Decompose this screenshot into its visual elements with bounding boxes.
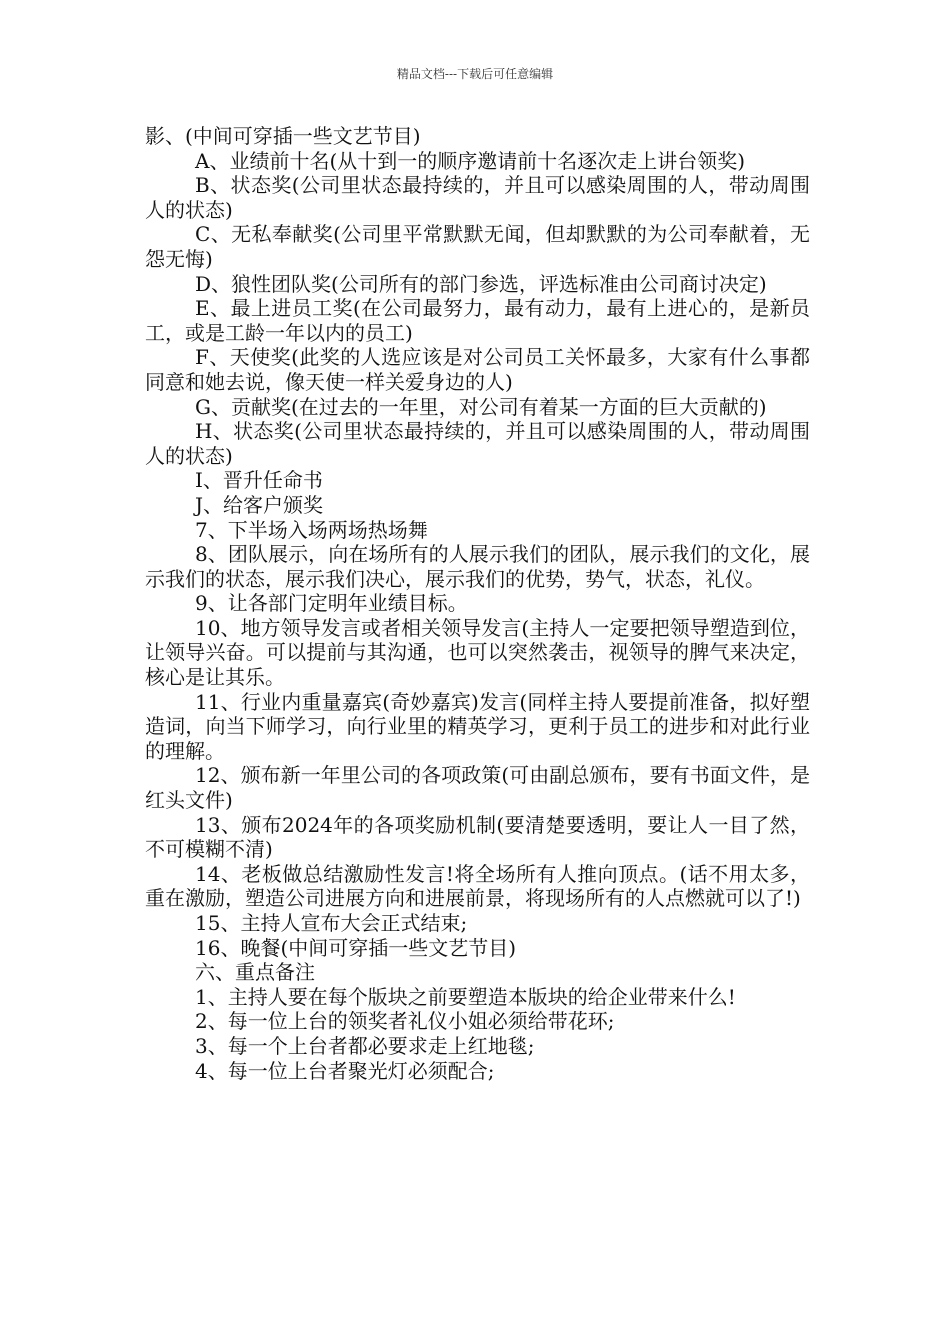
paragraph: 2、每一位上台的领奖者礼仪小姐必须给带花环; — [195, 1009, 615, 1034]
paragraph: H、状态奖(公司里状态最持续的，并且可以感染周围的人，带动周围人的状态) — [145, 419, 810, 468]
paragraph: 4、每一位上台者聚光灯必须配合; — [195, 1058, 495, 1083]
paragraph: 8、团队展示，向在场所有的人展示我们的团队，展示我们的文化，展示我们的状态，展示我们决心，展示我们的优势，势气，状态，礼仪。 — [145, 542, 810, 591]
paragraph: 14、老板做总结激励性发言!将全场所有人推向顶点。(话不用太多，重在激励，塑造公司进展方向和进展前景，将现场所有的人点燃就可以了!) — [145, 861, 810, 911]
paragraph: 16、晚餐(中间可穿插一些文艺节目) — [195, 935, 517, 960]
section-heading: 六、重点备注 — [195, 960, 315, 985]
paragraph: 1、主持人要在每个版块之前要塑造本版块的给企业带来什么! — [195, 984, 736, 1009]
paragraph: 7、下半场入场两场热场舞 — [195, 517, 428, 542]
paragraph: 11、行业内重量嘉宾(奇妙嘉宾)发言(同样主持人要提前准备，拟好塑造词，向当下师学习，向行业里的精英学习，更利于员工的进步和对此行业的理解。 — [145, 689, 810, 763]
paragraph: I、晋升任命书 — [195, 468, 323, 493]
paragraph: F、天使奖(此奖的人选应该是对公司员工关怀最多，大家有什么事都同意和她去说，像天使一样关爱身边的人) — [145, 345, 810, 394]
paragraph: A、业绩前十名(从十到一的顺序邀请前十名逐次走上讲台领奖) — [195, 148, 746, 173]
document-body — [145, 124, 810, 1083]
paragraph: B、状态奖(公司里状态最持续的，并且可以感染周围的人，带动周围人的状态) — [145, 173, 810, 222]
paragraph: 9、让各部门定明年业绩目标。 — [195, 591, 468, 616]
paragraph: 10、地方领导发言或者相关领导发言(主持人一定要把领导塑造到位，让领导兴奋。可以提前与其沟通，也可以突然袭击，视领导的脾气来决定，核心是让其乐。 — [145, 615, 810, 690]
paragraph: 12、颁布新一年里公司的各项政策(可由副总颁布，要有书面文件，是红头文件) — [145, 763, 810, 813]
page-header: 精品文档---下载后可任意编辑 — [396, 67, 554, 81]
paragraph: G、贡献奖(在过去的一年里，对公司有着某一方面的巨大贡献的) — [195, 394, 767, 419]
paragraph: E、最上进员工奖(在公司最努力，最有动力，最有上进心的，是新员工，或是工龄一年以内的员工) — [145, 296, 810, 345]
paragraph: J、给客户颁奖 — [195, 492, 324, 517]
paragraph: 3、每一个上台者都必要求走上红地毯; — [195, 1033, 535, 1058]
paragraph: D、狼性团队奖(公司所有的部门参选，评选标准由公司商讨决定) — [195, 271, 767, 296]
paragraph: 15、主持人宣布大会正式结束; — [195, 911, 468, 935]
paragraph: C、无私奉献奖(公司里平常默默无闻，但却默默的为公司奉献着，无怨无悔) — [145, 222, 810, 271]
paragraph: 影、(中间可穿插一些文艺节目) — [145, 124, 421, 148]
paragraph: 13、颁布2024年的各项奖励机制(要清楚要透明，要让人一目了然，不可模糊不清) — [145, 812, 810, 862]
